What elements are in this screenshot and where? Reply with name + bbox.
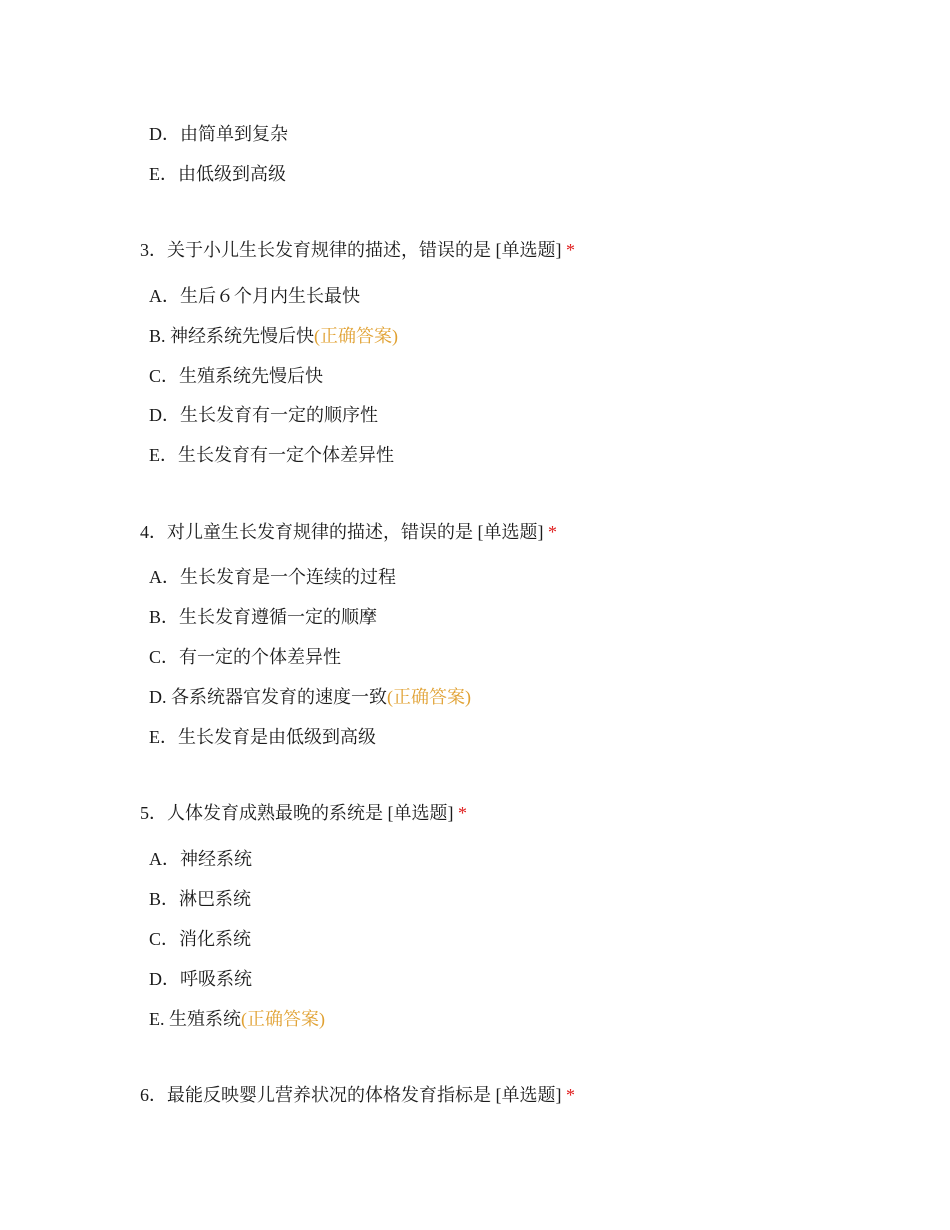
option-item bbox=[149, 847, 252, 871]
option-text: E．由低级到高级 bbox=[149, 164, 286, 184]
option-text: C．有一定的个体差异性 bbox=[149, 647, 342, 667]
option-text: A．神经系统 bbox=[149, 849, 252, 869]
option-item bbox=[149, 403, 378, 427]
option-item bbox=[149, 927, 251, 951]
option-text: B．淋巴系统 bbox=[149, 889, 252, 909]
option-item bbox=[149, 284, 360, 308]
option-item bbox=[149, 685, 471, 709]
question-text: 4．对儿童生长发育规律的描述，错误的是 [单选题] bbox=[140, 522, 544, 542]
option-item bbox=[149, 565, 396, 589]
option-item bbox=[149, 122, 288, 146]
option-item bbox=[149, 645, 341, 669]
option-item bbox=[149, 967, 252, 991]
option-text: A．生长发育是一个连续的过程 bbox=[149, 567, 396, 587]
option-text: D．呼吸系统 bbox=[149, 969, 252, 989]
option-item bbox=[149, 887, 251, 911]
option-text: E．生长发育是由低级到高级 bbox=[149, 727, 376, 747]
option-text: C．消化系统 bbox=[149, 929, 252, 949]
option-text: A．生后６个月内生长最快 bbox=[149, 286, 360, 306]
correct-answer-tag: (正确答案) bbox=[387, 687, 471, 707]
question-title bbox=[140, 1083, 575, 1107]
question-title bbox=[140, 238, 575, 262]
option-text: B. 神经系统先慢后快 bbox=[149, 326, 315, 346]
option-item bbox=[149, 443, 394, 467]
required-mark: * bbox=[458, 803, 467, 823]
option-text: C．生殖系统先慢后快 bbox=[149, 366, 324, 386]
correct-answer-tag: (正确答案) bbox=[314, 326, 399, 346]
option-item bbox=[149, 1007, 325, 1031]
question-title bbox=[140, 520, 557, 544]
option-item bbox=[149, 324, 398, 348]
option-item bbox=[149, 725, 376, 749]
required-mark: * bbox=[566, 1085, 575, 1105]
question-text: 5．人体发育成熟最晚的系统是 [单选题] bbox=[140, 803, 454, 823]
question-title bbox=[140, 801, 467, 825]
question-text: 6．最能反映婴儿营养状况的体格发育指标是 [单选题] bbox=[140, 1085, 562, 1105]
option-text: D．生长发育有一定的顺序性 bbox=[149, 405, 378, 425]
option-text: D．由简单到复杂 bbox=[149, 124, 288, 144]
option-item bbox=[149, 162, 286, 186]
required-mark: * bbox=[548, 522, 557, 542]
option-text: B．生长发育遵循一定的顺摩 bbox=[149, 607, 378, 627]
correct-answer-tag: (正确答案) bbox=[241, 1009, 325, 1029]
required-mark: * bbox=[566, 240, 575, 260]
question-text: 3．关于小儿生长发育规律的描述，错误的是 [单选题] bbox=[140, 240, 562, 260]
option-text: E．生长发育有一定个体差异性 bbox=[149, 445, 394, 465]
option-item bbox=[149, 605, 377, 629]
option-text: D. 各系统器官发育的速度一致 bbox=[149, 687, 387, 707]
option-item bbox=[149, 364, 323, 388]
option-text: E. 生殖系统 bbox=[149, 1009, 241, 1029]
